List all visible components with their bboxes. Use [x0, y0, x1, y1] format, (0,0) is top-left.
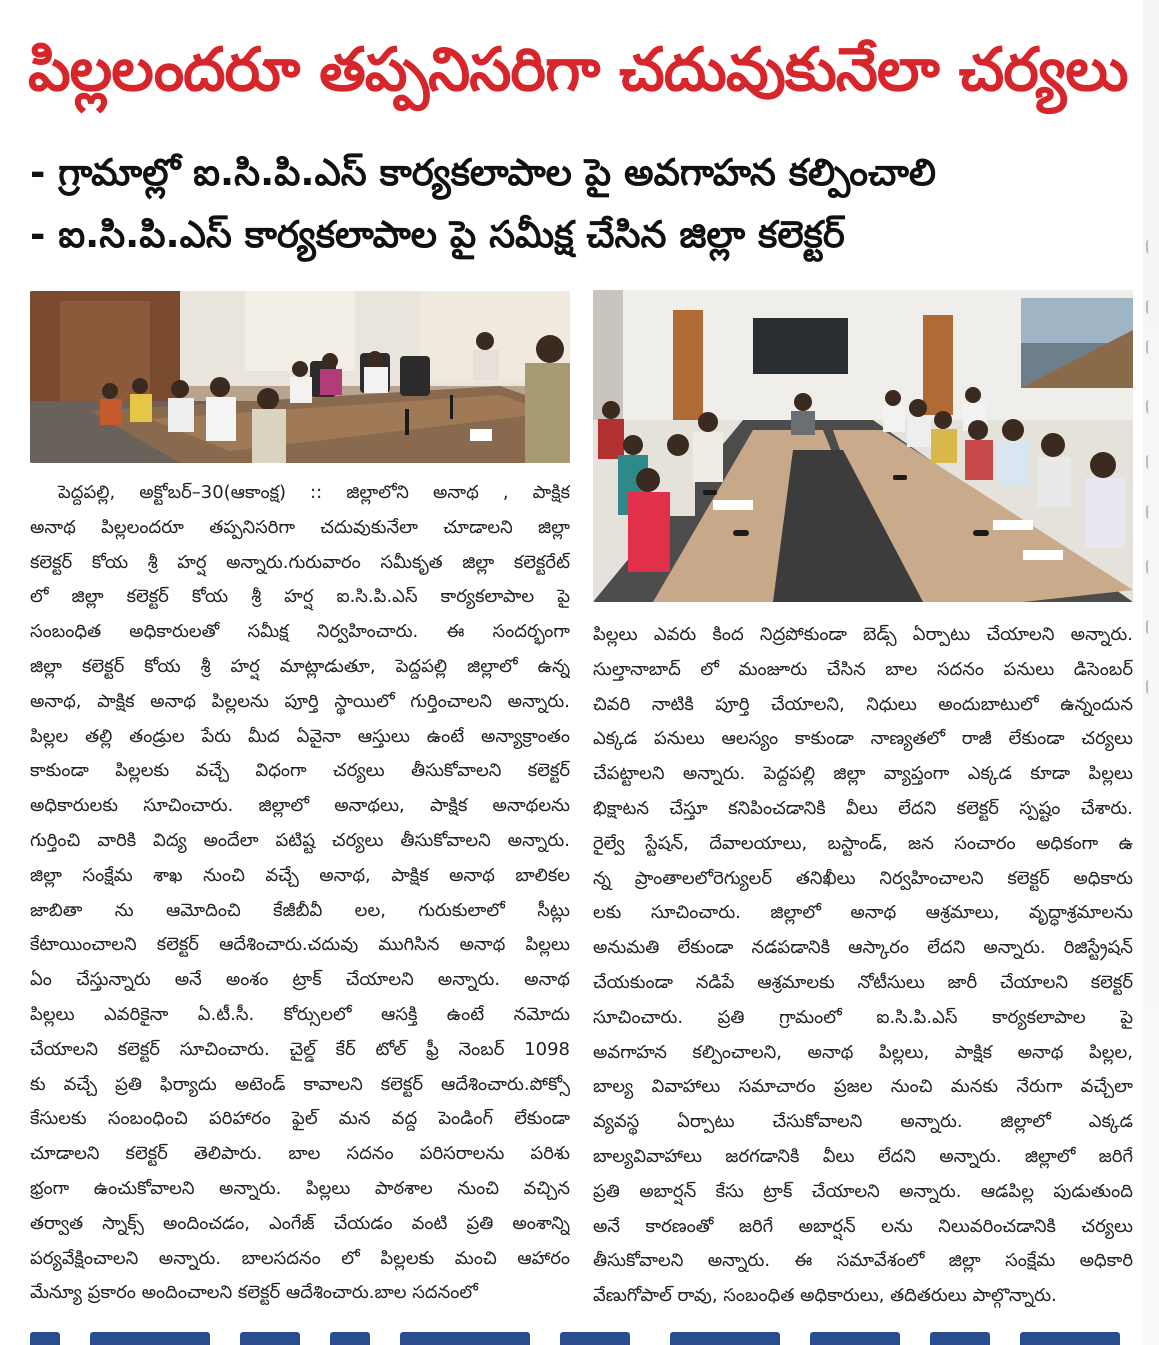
- subheadline-1: - గ్రామాల్లో ఐ.సి.పి.ఎస్ కార్యకలాపాల పై అవగాహన కల్పించాలి: [30, 151, 937, 194]
- article-line: గుర్తించి వారికి విద్య అందేలా పటిష్ట చర్యలు తీసుకోవాలని అన్నారు.: [30, 829, 570, 851]
- article-line: వేణుగోపాల్ రావు, సంబంధిత అధికారులు, తదితరులు పాల్గొన్నారు.: [593, 1285, 1057, 1307]
- article-line: చేయాలని కలెక్టర్ సూచించారు. చైల్డ్ కేర్ టోల్ ఫ్రీ నెంబర్ 1098: [30, 1038, 570, 1060]
- article-line: లో జిల్లా కలెక్టర్ కోయ శ్రీ హర్ష ఐ.సి.పి.ఎస్ కార్యకలాపాల పై: [30, 586, 570, 608]
- article-line: రైల్వే స్టేషన్, దేవాలయాలు, బస్టాండ్, జన సంచారం అధికంగా ఉ: [593, 832, 1133, 854]
- article-line: కాకుండా పిల్లలకు వచ్చే విధంగా చర్యలు తీసుకోవాలని కలెక్టర్: [30, 760, 570, 782]
- article-line: భ్రంగా ఉంచుకోవాలని అన్నారు. పిల్లలు పాఠశాల నుంచి వచ్చిన: [30, 1177, 570, 1199]
- article-line: వ్యవస్థ ఏర్పాటు చేసుకోవాలని అన్నారు. జిల్లాలో ఎక్కడ: [593, 1111, 1133, 1133]
- article-line: భిక్షాటన చేస్తూ కనిపించడానికి వీలు లేదని కలెక్టర్ స్పష్టం చేశారు.: [593, 797, 1133, 819]
- subheadline-2: - ఐ.సి.పి.ఎస్ కార్యకలాపాల పై సమీక్ష చేసిన జిల్లా కలెక్టర్: [30, 213, 845, 256]
- article-line: బాల్య వివాహాలు సమాచారం ప్రజల నుంచి మనకు నేరుగా వచ్చేలా: [593, 1076, 1133, 1098]
- article-line: చూడాలని కలెక్టర్ తెలిపారు. బాల సదనం పరిసరాలను పరిశు: [30, 1143, 570, 1165]
- article-line: కు వచ్చే ప్రతి ఫిర్యాదు అటెండ్ కావాలని కలెక్టర్ ఆదేశించారు.పోక్సో: [30, 1073, 570, 1095]
- article-line: మేన్యూ ప్రకారం అందించాలని కలెక్టర్ ఆదేశించారు.బాల సదనంలో: [30, 1282, 478, 1304]
- article-line: అవగాహన కల్పించాలని, అనాథ పిల్లలు, పాక్షిక అనాథ పిల్లల,: [593, 1041, 1133, 1063]
- article-body-left: [30, 476, 570, 1311]
- article-line: సంబంధిత అధికారులతో సమీక్ష నిర్వహించారు. ఈ సందర్భంగా: [30, 621, 570, 643]
- article-line: సుల్తానాబాద్ లో మంజూరు చేసిన బాల సదనం పనులు డిసెంబర్: [593, 658, 1133, 680]
- article-line: ఎక్కడ పనులు ఆలస్యం కాకుండా నాణ్యతలో రాజీ లేకుండా చర్యలు: [593, 728, 1133, 750]
- article-line: ఏం చేస్తున్నారు అనే అంశం ట్రాక్ చేయాలని అన్నారు. అనాథ: [30, 969, 570, 991]
- article-line: అనే కారణంతో జరిగే అబార్షన్ లను నిలువరించడానికి చర్యలు: [593, 1215, 1133, 1237]
- article-line: ప్రతి అబార్షన్ కేసు ట్రాక్ చేయాలని అన్నారు. ఆడపిల్ల పుడుతుంది: [593, 1180, 1133, 1202]
- article-line: లకు సూచించారు. జిల్లాలో అనాథ ఆశ్రమాలు, వృద్ధాశ్రమాలను: [593, 902, 1133, 924]
- article-line: అధికారులకు సూచించారు. జిల్లాలో అనాథలు, పాక్షిక అనాథలను: [30, 795, 570, 817]
- article-line: కలెక్టర్ కోయ శ్రీ హర్ష అన్నారు.గురువారం సమీకృత జిల్లా కలెక్టరేట్: [30, 551, 570, 573]
- article-line: అనుమతి లేకుండా నడపడానికి ఆస్కారం లేదని అన్నారు. రిజిస్ట్రేషన్: [593, 937, 1133, 959]
- meeting-photo-left: [30, 291, 570, 463]
- article-line: సూచించారు. ప్రతి గ్రామంలో ఐ.సి.పి.ఎస్ కార్యకలాపాల పై: [593, 1006, 1133, 1028]
- article-line: జిల్లా సంక్షేమ శాఖ నుంచి వచ్చే అనాథ, పాక్షిక అనాథ బాలికల: [30, 864, 570, 886]
- article-line: చేయకుండా నడిపే ఆశ్రమాలకు నోటీసులు జారీ చేయాలని కలెక్టర్: [593, 971, 1133, 993]
- article-line: చేపట్టాలని అన్నారు. పెద్దపల్లి జిల్లా వ్యాప్తంగా ఎక్కడ కూడా పిల్లలు: [593, 763, 1133, 785]
- article-line: చివరి నాటికి పూర్తి చేయాలని, నిధులు అందుబాటులో ఉన్నందున: [593, 693, 1133, 715]
- article-body-right: [593, 618, 1133, 1314]
- article-line: పిల్లలు ఎవరికైనా ఏ.టీ.సీ. కోర్సులలో ఆసక్తి ఉంటే నమోదు: [30, 1003, 570, 1025]
- article-line: బాల్యవివాహాలు జరగడానికి వీలు లేదని అన్నారు. జిల్లాలో జరిగే: [593, 1145, 1133, 1167]
- article-line: తర్వాత స్నాక్స్ అందించడం, ఎంగేజ్ చేయడం వంటి ప్రతి అంశాన్ని: [30, 1212, 570, 1234]
- article-line: పిల్లల తల్లి తండ్రుల పేరు మీద ఏవైనా ఆస్తులు ఉంటే అన్యాక్రాంతం: [30, 725, 570, 747]
- headline: పిల్లలందరూ తప్పనిసరిగా చదువుకునేలా చర్యలు: [28, 35, 1128, 105]
- article-line: జాబితా ను ఆమోదించి కేజీబీవీ లల, గురుకులాలో సీట్లు: [30, 899, 570, 921]
- article-line: అనాథ, పాక్షిక అనాథ పిల్లలను పూర్తి స్థాయిలో గుర్తించాలని అన్నారు.: [30, 690, 570, 712]
- article-line: న్న ప్రాంతాలలోరెగ్యులర్ తనిఖీలు నిర్వహించాలని కలెక్టర్ అధికారు: [593, 867, 1133, 889]
- article-line: జిల్లా కలెక్టర్ కోయ శ్రీ హర్ష మాట్లాడుతూ, పెద్దపల్లి జిల్లాలో ఉన్న: [30, 655, 570, 677]
- article-line: పెద్దపల్లి, అక్టోబర్–30(ఆకాంక్ష) :: జిల్లాలోని అనాథ , పాక్షిక: [58, 482, 570, 503]
- article-line: తీసుకోవాలని అన్నారు. ఈ సమావేశంలో జిల్లా సంక్షేమ అధికారి: [593, 1250, 1133, 1272]
- article-line: కేటాయించాలని కలెక్టర్ ఆదేశించారు.చదువు ముగిసిన అనాథ పిల్లలు: [30, 934, 570, 956]
- page-edge-strip: [1143, 0, 1159, 1345]
- article-line: కేసులకు సంబంధించి పరిహారం ఫైల్ మన వద్ద పెండింగ్ లేకుండా: [30, 1108, 570, 1130]
- article-line: అనాథ పిల్లలందరూ తప్పనిసరిగా చదువుకునేలా చూడాలని జిల్లా: [30, 516, 570, 538]
- next-headline-fragment: [30, 1330, 1130, 1345]
- article-line: పిల్లలు ఎవరు కింద నిద్రపోకుండా బెడ్స్ ఏర్పాటు చేయాలని అన్నారు.: [593, 624, 1133, 645]
- meeting-photo-right: [593, 290, 1133, 602]
- article-line: పర్యవేక్షించాలని అన్నారు. బాలసదనం లో పిల్లలకు మంచి ఆహారం: [30, 1247, 570, 1269]
